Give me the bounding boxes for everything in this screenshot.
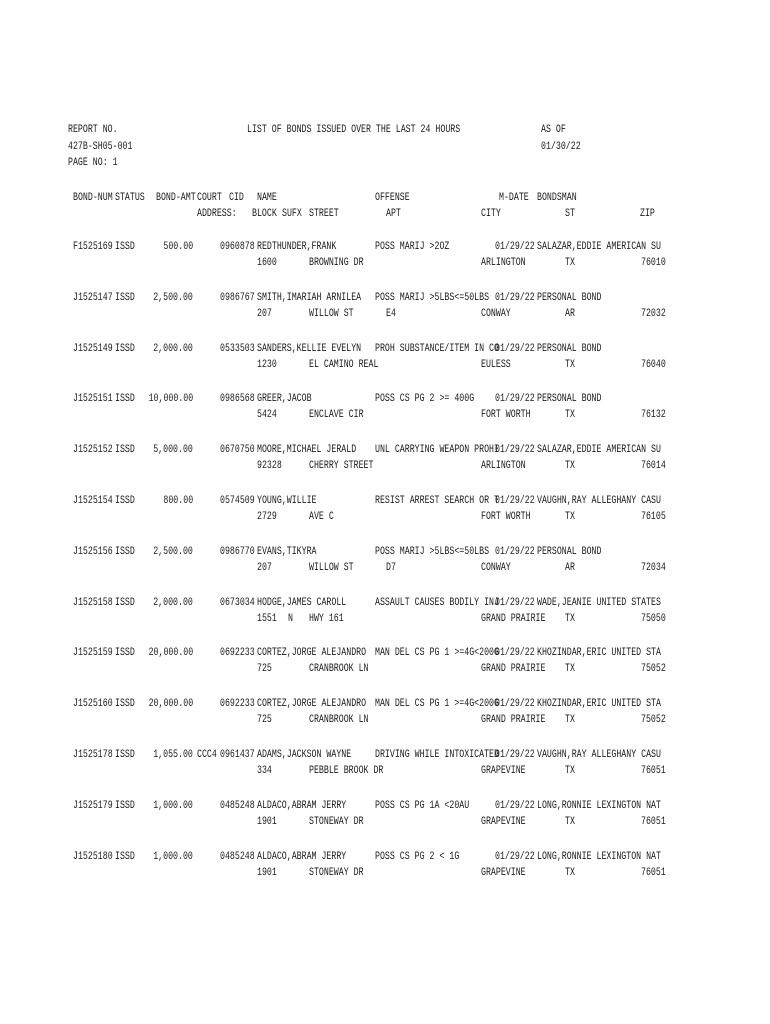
address-zip: 76051 bbox=[641, 867, 666, 879]
offense: MAN DEL CS PG 1 >=4G<200G bbox=[375, 647, 499, 659]
address-street: CRANBROOK LN bbox=[309, 663, 369, 675]
address-street: EL CAMINO REAL bbox=[309, 359, 379, 371]
address-street: WILLOW ST bbox=[309, 308, 354, 320]
bondsman: KHOZINDAR,ERIC UNITED STA bbox=[537, 698, 661, 710]
address-zip: 76010 bbox=[641, 257, 666, 269]
address-street: CHERRY STREET bbox=[309, 460, 374, 472]
address-block: 207 bbox=[257, 308, 272, 320]
bond-amount: 2,500.00 bbox=[153, 292, 193, 304]
bond-status: ISSD bbox=[115, 851, 135, 863]
address-city: FORT WORTH bbox=[481, 511, 531, 523]
offense: POSS CS PG 1A <20AU bbox=[375, 800, 470, 812]
offense: POSS MARIJ >5LBS<=50LBS bbox=[375, 292, 490, 304]
cid: 0692233 bbox=[220, 698, 255, 710]
address-zip: 72034 bbox=[641, 562, 666, 574]
offense: POSS CS PG 2 < 1G bbox=[375, 851, 460, 863]
bondsman: PERSONAL BOND bbox=[537, 393, 602, 405]
address-zip: 76051 bbox=[641, 765, 666, 777]
magistrate-date: 01/29/22 bbox=[495, 800, 535, 812]
defendant-name: CORTEZ,JORGE ALEJANDRO bbox=[257, 647, 367, 659]
col-m-date: M-DATE bbox=[499, 192, 529, 204]
as-of-label: AS OF bbox=[541, 124, 566, 136]
bond-status: ISSD bbox=[115, 393, 135, 405]
bondsman: WADE,JEANIE UNITED STATES bbox=[537, 597, 661, 609]
magistrate-date: 01/29/22 bbox=[495, 495, 535, 507]
page-number: PAGE NO: 1 bbox=[68, 157, 118, 169]
bond-status: ISSD bbox=[115, 800, 135, 812]
cid: 0533503 bbox=[220, 343, 255, 355]
bond-status: ISSD bbox=[115, 546, 135, 558]
bond-status: ISSD bbox=[115, 597, 135, 609]
cid: 0574509 bbox=[220, 495, 255, 507]
report-id: 427B-SH05-001 bbox=[68, 141, 133, 153]
defendant-name: YOUNG,WILLIE bbox=[257, 495, 317, 507]
magistrate-date: 01/29/22 bbox=[495, 647, 535, 659]
bond-number: J1525159 bbox=[73, 647, 113, 659]
bond-status: ISSD bbox=[115, 749, 135, 761]
col-bond-num: BOND-NUM bbox=[73, 192, 113, 204]
address-state: TX bbox=[565, 714, 575, 726]
bondsman: LONG,RONNIE LEXINGTON NAT bbox=[537, 800, 661, 812]
col-court: COURT bbox=[197, 192, 222, 204]
bond-amount: 2,000.00 bbox=[153, 597, 193, 609]
address-street: HWY 161 bbox=[309, 613, 344, 625]
address-zip: 76051 bbox=[641, 816, 666, 828]
report-no-label: REPORT NO. bbox=[68, 124, 118, 136]
bond-amount: 500.00 bbox=[163, 241, 193, 253]
bond-status: ISSD bbox=[115, 647, 135, 659]
offense: POSS CS PG 2 >= 400G bbox=[375, 393, 475, 405]
bond-status: ISSD bbox=[115, 495, 135, 507]
col-name: NAME bbox=[257, 192, 277, 204]
defendant-name: ADAMS,JACKSON WAYNE bbox=[257, 749, 352, 761]
address-city: ARLINGTON bbox=[481, 460, 526, 472]
bond-number: J1525149 bbox=[73, 343, 113, 355]
address-block: 1551 bbox=[257, 613, 277, 625]
address-state: TX bbox=[565, 359, 575, 371]
cid: 0692233 bbox=[220, 647, 255, 659]
col-sufx: SUFX bbox=[282, 208, 302, 220]
bond-number: F1525169 bbox=[73, 241, 113, 253]
address-state: TX bbox=[565, 867, 575, 879]
address-city: GRAPEVINE bbox=[481, 816, 526, 828]
bond-number: J1525151 bbox=[73, 393, 113, 405]
address-zip: 76105 bbox=[641, 511, 666, 523]
address-zip: 76132 bbox=[641, 409, 666, 421]
defendant-name: GREER,JACOB bbox=[257, 393, 312, 405]
col-street: STREET bbox=[309, 208, 339, 220]
offense: POSS MARIJ >2OZ bbox=[375, 241, 450, 253]
cid: 0986770 bbox=[220, 546, 255, 558]
bond-number: J1525147 bbox=[73, 292, 113, 304]
address-zip: 75052 bbox=[641, 663, 666, 675]
magistrate-date: 01/29/22 bbox=[495, 698, 535, 710]
address-state: AR bbox=[565, 562, 575, 574]
address-zip: 76014 bbox=[641, 460, 666, 472]
address-state: TX bbox=[565, 816, 575, 828]
bond-status: ISSD bbox=[115, 292, 135, 304]
cid: 0485248 bbox=[220, 800, 255, 812]
magistrate-date: 01/29/22 bbox=[495, 546, 535, 558]
magistrate-date: 01/29/22 bbox=[495, 292, 535, 304]
bondsman: KHOZINDAR,ERIC UNITED STA bbox=[537, 647, 661, 659]
address-city: GRAPEVINE bbox=[481, 867, 526, 879]
address-street: WILLOW ST bbox=[309, 562, 354, 574]
defendant-name: ALDACO,ABRAM JERRY bbox=[257, 800, 347, 812]
bond-amount: 20,000.00 bbox=[148, 698, 193, 710]
address-street: CRANBROOK LN bbox=[309, 714, 369, 726]
address-city: GRAND PRAIRIE bbox=[481, 714, 546, 726]
address-block: 2729 bbox=[257, 511, 277, 523]
col-address: ADDRESS: bbox=[197, 208, 237, 220]
address-state: TX bbox=[565, 460, 575, 472]
bondsman: VAUGHN,RAY ALLEGHANY CASU bbox=[537, 749, 661, 761]
cid: 0670750 bbox=[220, 444, 255, 456]
bond-amount: 1,000.00 bbox=[153, 800, 193, 812]
cid: 0986568 bbox=[220, 393, 255, 405]
col-cid: CID bbox=[229, 192, 244, 204]
address-suffix: N bbox=[288, 613, 293, 625]
address-block: 5424 bbox=[257, 409, 277, 421]
address-block: 1901 bbox=[257, 816, 277, 828]
cid: 0485248 bbox=[220, 851, 255, 863]
defendant-name: EVANS,TIKYRA bbox=[257, 546, 317, 558]
address-city: GRAPEVINE bbox=[481, 765, 526, 777]
address-state: TX bbox=[565, 257, 575, 269]
col-city: CITY bbox=[481, 208, 501, 220]
address-state: TX bbox=[565, 663, 575, 675]
address-zip: 75052 bbox=[641, 714, 666, 726]
magistrate-date: 01/29/22 bbox=[495, 597, 535, 609]
offense: MAN DEL CS PG 1 >=4G<200G bbox=[375, 698, 499, 710]
offense: POSS MARIJ >5LBS<=50LBS bbox=[375, 546, 490, 558]
magistrate-date: 01/29/22 bbox=[495, 749, 535, 761]
address-city: EULESS bbox=[481, 359, 511, 371]
address-city: CONWAY bbox=[481, 562, 511, 574]
col-bond-amt: BOND-AMT bbox=[156, 192, 196, 204]
defendant-name: ALDACO,ABRAM JERRY bbox=[257, 851, 347, 863]
report-title: LIST OF BONDS ISSUED OVER THE LAST 24 HOURS bbox=[247, 124, 461, 136]
address-state: TX bbox=[565, 613, 575, 625]
col-st: ST bbox=[565, 208, 575, 220]
address-street: AVE C bbox=[309, 511, 334, 523]
bond-number: J1525156 bbox=[73, 546, 113, 558]
defendant-name: HODGE,JAMES CAROLL bbox=[257, 597, 347, 609]
bond-amount: 2,500.00 bbox=[153, 546, 193, 558]
defendant-name: MOORE,MICHAEL JERALD bbox=[257, 444, 357, 456]
bond-status: ISSD bbox=[115, 241, 135, 253]
bond-amount: 1,000.00 bbox=[153, 851, 193, 863]
address-state: TX bbox=[565, 409, 575, 421]
cid: 0961437 bbox=[220, 749, 255, 761]
bond-number: J1525158 bbox=[73, 597, 113, 609]
defendant-name: CORTEZ,JORGE ALEJANDRO bbox=[257, 698, 367, 710]
bond-number: J1525180 bbox=[73, 851, 113, 863]
bond-status: ISSD bbox=[115, 343, 135, 355]
address-street: STONEWAY DR bbox=[309, 867, 364, 879]
cid: 0986767 bbox=[220, 292, 255, 304]
address-street: PEBBLE BROOK DR bbox=[309, 765, 384, 777]
col-zip: ZIP bbox=[640, 208, 655, 220]
bond-number: J1525152 bbox=[73, 444, 113, 456]
address-block: 1600 bbox=[257, 257, 277, 269]
bond-status: ISSD bbox=[115, 444, 135, 456]
address-state: AR bbox=[565, 308, 575, 320]
address-apt: E4 bbox=[386, 308, 396, 320]
bondsman: LONG,RONNIE LEXINGTON NAT bbox=[537, 851, 661, 863]
bond-amount: 2,000.00 bbox=[153, 343, 193, 355]
bond-number: J1525178 bbox=[73, 749, 113, 761]
col-apt: APT bbox=[386, 208, 401, 220]
bond-amount: 10,000.00 bbox=[148, 393, 193, 405]
offense: ASSAULT CAUSES BODILY INJ bbox=[375, 597, 499, 609]
magistrate-date: 01/29/22 bbox=[495, 241, 535, 253]
address-apt: D7 bbox=[386, 562, 396, 574]
address-block: 1230 bbox=[257, 359, 277, 371]
defendant-name: REDTHUNDER,FRANK bbox=[257, 241, 337, 253]
address-block: 725 bbox=[257, 663, 272, 675]
address-street: ENCLAVE CIR bbox=[309, 409, 364, 421]
col-offense: OFFENSE bbox=[375, 192, 410, 204]
bondsman: PERSONAL BOND bbox=[537, 292, 602, 304]
bondsman: SALAZAR,EDDIE AMERICAN SU bbox=[537, 444, 661, 456]
bondsman: PERSONAL BOND bbox=[537, 546, 602, 558]
cid: 0673034 bbox=[220, 597, 255, 609]
bondsman: PERSONAL BOND bbox=[537, 343, 602, 355]
cid: 0960878 bbox=[220, 241, 255, 253]
defendant-name: SANDERS,KELLIE EVELYN bbox=[257, 343, 362, 355]
bond-amount: 1,055.00 bbox=[153, 749, 193, 761]
magistrate-date: 01/29/22 bbox=[495, 343, 535, 355]
offense: UNL CARRYING WEAPON PROHI bbox=[375, 444, 499, 456]
address-block: 725 bbox=[257, 714, 272, 726]
defendant-name: SMITH,IMARIAH ARNILEA bbox=[257, 292, 362, 304]
bond-amount: 5,000.00 bbox=[153, 444, 193, 456]
address-state: TX bbox=[565, 511, 575, 523]
magistrate-date: 01/29/22 bbox=[495, 393, 535, 405]
court: CCC4 bbox=[197, 749, 217, 761]
address-block: 334 bbox=[257, 765, 272, 777]
as-of-date: 01/30/22 bbox=[541, 141, 581, 153]
col-status: STATUS bbox=[115, 192, 145, 204]
bond-number: J1525160 bbox=[73, 698, 113, 710]
bond-number: J1525179 bbox=[73, 800, 113, 812]
address-block: 207 bbox=[257, 562, 272, 574]
address-city: CONWAY bbox=[481, 308, 511, 320]
address-block: 92328 bbox=[257, 460, 282, 472]
bondsman: VAUGHN,RAY ALLEGHANY CASU bbox=[537, 495, 661, 507]
col-bondsman: BONDSMAN bbox=[537, 192, 577, 204]
address-zip: 72032 bbox=[641, 308, 666, 320]
bondsman: SALAZAR,EDDIE AMERICAN SU bbox=[537, 241, 661, 253]
address-street: STONEWAY DR bbox=[309, 816, 364, 828]
bond-status: ISSD bbox=[115, 698, 135, 710]
address-zip: 75050 bbox=[641, 613, 666, 625]
address-city: ARLINGTON bbox=[481, 257, 526, 269]
address-block: 1901 bbox=[257, 867, 277, 879]
address-city: GRAND PRAIRIE bbox=[481, 613, 546, 625]
address-city: GRAND PRAIRIE bbox=[481, 663, 546, 675]
bond-amount: 800.00 bbox=[163, 495, 193, 507]
bond-amount: 20,000.00 bbox=[148, 647, 193, 659]
address-street: BROWNING DR bbox=[309, 257, 364, 269]
offense: PROH SUBSTANCE/ITEM IN CO bbox=[375, 343, 499, 355]
magistrate-date: 01/29/22 bbox=[495, 444, 535, 456]
offense: DRIVING WHILE INTOXICATED bbox=[375, 749, 499, 761]
col-block: BLOCK bbox=[252, 208, 277, 220]
address-zip: 76040 bbox=[641, 359, 666, 371]
magistrate-date: 01/29/22 bbox=[495, 851, 535, 863]
bond-number: J1525154 bbox=[73, 495, 113, 507]
address-city: FORT WORTH bbox=[481, 409, 531, 421]
address-state: TX bbox=[565, 765, 575, 777]
offense: RESIST ARREST SEARCH OR T bbox=[375, 495, 499, 507]
